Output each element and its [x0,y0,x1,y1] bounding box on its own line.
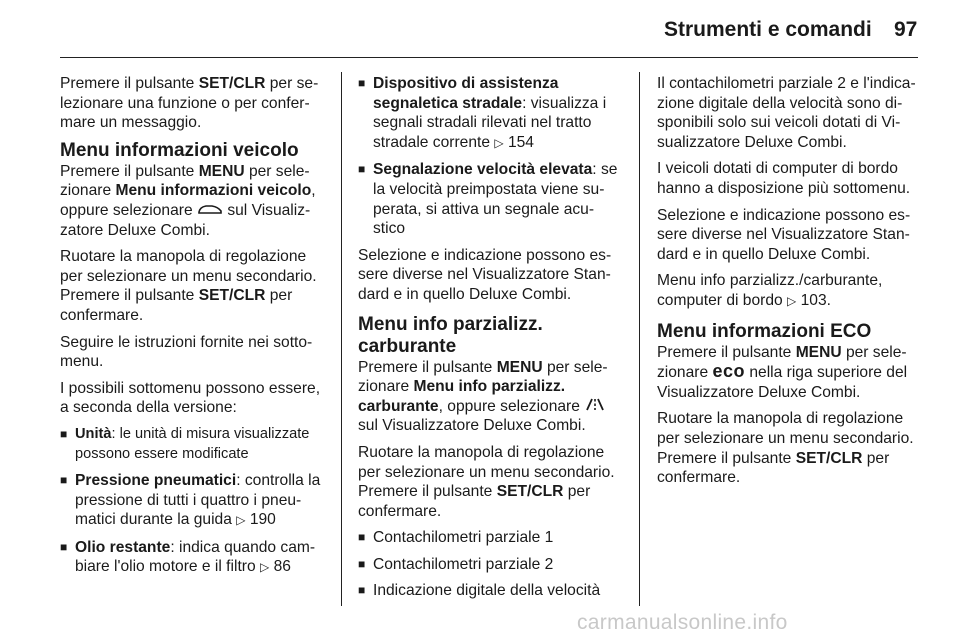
column-2 [358,74,626,608]
column-3 [657,74,922,495]
selection-display-paragraph-2: Selezione e indicazione possono es-sere diverse nel Visualizzatore Stan-dard e in quello Deluxe Combi. [657,206,911,263]
page-header-title: Strumenti e comandi [664,18,872,41]
road-icon [584,397,606,417]
submenus-paragraph: I possibili sottomenu possono essere, a seconda della versione: [60,379,321,417]
vehicle-info-paragraph: Premere il pulsante MENU per sele-zionare Menu informazioni veicolo, oppure selezionare sul Visualiz-zatore Deluxe Combi. [60,162,316,239]
list-item: ■ Indicazione digitale della velocità [358,581,626,601]
car-icon [197,201,223,221]
intro-paragraph: Premere il pulsante SET/CLR per se-lezionare una funzione o per confer-mare un messaggio. [60,75,319,132]
footer-watermark-url: carmanualsonline.info [577,611,788,634]
list-item: ■ Contachilometri parziale 2 [358,555,626,575]
header-rule [60,57,918,58]
list-item: ■ Pressione pneumatici: controlla la pressione di tutti i quattro i pneu-matici durante la guida ▷ 190 [60,471,328,531]
follow-instructions-paragraph: Seguire le istruzioni fornite nei sotto-menu. [60,333,313,371]
page-ref-arrow-icon: ▷ [259,560,270,575]
submenu-list-continued [358,74,626,239]
rotate-knob-paragraph-3: Ruotare la manopola di regolazione per selezionare un menu secondario. Premere il pulsante SET/CLR per confermare. [657,410,914,487]
page-number: 97 [894,18,918,41]
submenu-list [60,425,328,578]
column-divider-1 [341,72,342,606]
list-item: ■ Dispositivo di assistenza segnaletica stradale: visualizza i segnali stradali rilevati nel tratto stradale corrente ▷ 154 [358,74,626,153]
list-item: ■ Unità: le unità di misura visualizzate possono essere modificate [60,425,328,464]
rotate-knob-paragraph: Ruotare la manopola di regolazione per selezionare un menu secondario. Premere il pulsante SET/CLR per confermare. [60,248,317,324]
section-heading-vehicle-info: Menu informazioni veicolo [60,139,299,161]
page-ref-arrow-icon: ▷ [787,293,797,308]
list-item: ■ Segnalazione velocità elevata: se la velocità preimpostata viene su-perata, si attiva un segnale acu-stico [358,160,626,238]
eco-info-paragraph: Premere il pulsante MENU per sele-zionare eco nella riga superiore del Visualizzatore Deluxe Combi. [657,343,908,401]
rotate-knob-paragraph-2: Ruotare la manopola di regolazione per selezionare un menu secondario. Premere il pulsante SET/CLR per confermare. [358,443,615,520]
fuel-info-paragraph: Premere il pulsante MENU per sele-zionare Menu info parzializz. carburante, oppure selezionare sul Visualizzatore Deluxe Combi. [358,358,608,435]
page-ref-arrow-icon: ▷ [236,513,246,528]
board-computer-paragraph: I veicoli dotati di computer di bordo hanno a disposizione più sottomenu. [657,160,911,197]
list-item: ■ Olio restante: indica quando cam-biare l'olio motore e il filtro ▷ 86 [60,538,328,578]
trip-list [358,528,626,601]
selection-display-paragraph: Selezione e indicazione possono es-sere diverse nel Visualizzatore Stan-dard e in quello Deluxe Combi. [358,246,612,303]
column-divider-2 [639,72,640,606]
section-heading-eco-info: Menu informazioni ECO [657,320,872,342]
eco-label: eco [712,361,746,382]
section-heading-fuel-info: Menu info parzializz. carburante [358,313,543,357]
trip-availability-paragraph: Il contachilometri parziale 2 e l'indica-zione digitale della velocità sono di-sponibili solo sui veicoli dotati di Vi-sualizzatore Deluxe Combi. [657,75,916,151]
list-item: ■ Contachilometri parziale 1 [358,528,626,548]
page-ref-arrow-icon: ▷ [494,135,504,150]
column-1 [60,74,328,585]
cross-reference-paragraph: Menu info parzializz./carburante, computer di bordo ▷ 103. [657,271,922,311]
